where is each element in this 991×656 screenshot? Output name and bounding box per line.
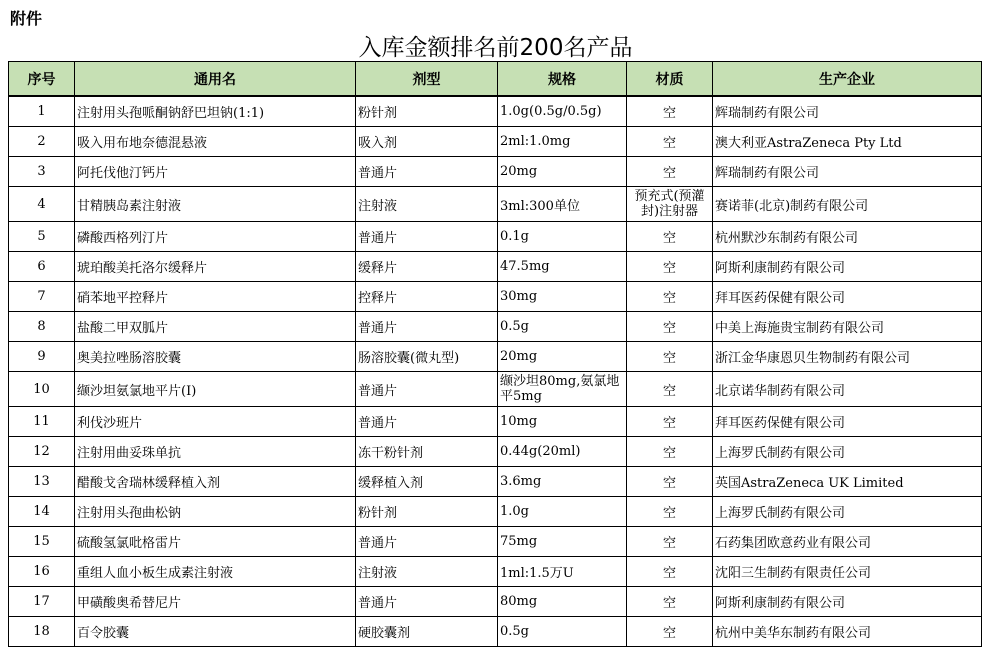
generic-name-cell: 百令胶囊 [75, 617, 356, 647]
dosage-form-cell: 普通片 [356, 372, 498, 407]
manufacturer-cell: 赛诺菲(北京)制药有限公司 [713, 187, 982, 222]
row-number-cell: 11 [9, 407, 75, 437]
generic-name-cell: 注射用曲妥珠单抗 [75, 437, 356, 467]
material-cell: 空 [627, 342, 713, 372]
row-number-cell: 18 [9, 617, 75, 647]
dosage-form-cell: 普通片 [356, 587, 498, 617]
manufacturer-cell: 辉瑞制药有限公司 [713, 96, 982, 127]
manufacturer-cell: 杭州默沙东制药有限公司 [713, 222, 982, 252]
material-cell: 空 [627, 127, 713, 157]
header-maker: 生产企业 [713, 62, 982, 97]
specification-cell: 20mg [498, 342, 627, 372]
manufacturer-cell: 澳大利亚AstraZeneca Pty Ltd [713, 127, 982, 157]
manufacturer-cell: 上海罗氏制药有限公司 [713, 437, 982, 467]
dosage-form-cell: 缓释植入剂 [356, 467, 498, 497]
manufacturer-cell: 拜耳医药保健有限公司 [713, 282, 982, 312]
specification-cell: 1.0g(0.5g/0.5g) [498, 96, 627, 127]
header-spec: 规格 [498, 62, 627, 97]
manufacturer-cell: 阿斯利康制药有限公司 [713, 252, 982, 282]
row-number-cell: 13 [9, 467, 75, 497]
specification-cell: 0.5g [498, 617, 627, 647]
row-number-cell: 17 [9, 587, 75, 617]
generic-name-cell: 醋酸戈舍瑞林缓释植入剂 [75, 467, 356, 497]
specification-cell: 1ml:1.5万U [498, 557, 627, 587]
manufacturer-cell: 阿斯利康制药有限公司 [713, 587, 982, 617]
dosage-form-cell: 普通片 [356, 312, 498, 342]
row-number-cell: 1 [9, 96, 75, 127]
specification-cell: 80mg [498, 587, 627, 617]
table-row [9, 407, 982, 437]
dosage-form-cell: 缓释片 [356, 252, 498, 282]
table-row [9, 527, 982, 557]
specification-cell: 30mg [498, 282, 627, 312]
specification-cell: 0.1g [498, 222, 627, 252]
page-title: 入库金额排名前200名产品 [358, 35, 633, 61]
dosage-form-cell: 控释片 [356, 282, 498, 312]
material-cell: 空 [627, 497, 713, 527]
generic-name-cell: 琥珀酸美托洛尔缓释片 [75, 252, 356, 282]
manufacturer-cell: 杭州中美华东制药有限公司 [713, 617, 982, 647]
specification-cell: 3.6mg [498, 467, 627, 497]
row-number-cell: 2 [9, 127, 75, 157]
specification-cell: 缬沙坦80mg,氨氯地平5mg [498, 372, 627, 407]
dosage-form-cell: 吸入剂 [356, 127, 498, 157]
table-row [9, 372, 982, 407]
table-header-row [9, 62, 982, 97]
table-row [9, 437, 982, 467]
row-number-cell: 8 [9, 312, 75, 342]
dosage-form-cell: 粉针剂 [356, 497, 498, 527]
material-cell: 空 [627, 252, 713, 282]
generic-name-cell: 吸入用布地奈德混悬液 [75, 127, 356, 157]
specification-cell: 2ml:1.0mg [498, 127, 627, 157]
material-cell: 空 [627, 407, 713, 437]
table-row [9, 342, 982, 372]
specification-cell: 20mg [498, 157, 627, 187]
row-number-cell: 12 [9, 437, 75, 467]
table-row [9, 127, 982, 157]
generic-name-cell: 重组人血小板生成素注射液 [75, 557, 356, 587]
dosage-form-cell: 普通片 [356, 407, 498, 437]
material-cell: 空 [627, 312, 713, 342]
dosage-form-cell: 普通片 [356, 222, 498, 252]
dosage-form-cell: 注射液 [356, 187, 498, 222]
table-row [9, 157, 982, 187]
generic-name-cell: 甘精胰岛素注射液 [75, 187, 356, 222]
specification-cell: 0.5g [498, 312, 627, 342]
material-cell: 空 [627, 437, 713, 467]
table-row [9, 557, 982, 587]
row-number-cell: 10 [9, 372, 75, 407]
table-row [9, 252, 982, 282]
generic-name-cell: 奥美拉唑肠溶胶囊 [75, 342, 356, 372]
attachment-label: 附件 [10, 9, 43, 28]
row-number-cell: 16 [9, 557, 75, 587]
material-cell: 空 [627, 372, 713, 407]
generic-name-cell: 阿托伐他汀钙片 [75, 157, 356, 187]
row-number-cell: 7 [9, 282, 75, 312]
manufacturer-cell: 石药集团欧意药业有限公司 [713, 527, 982, 557]
dosage-form-cell: 普通片 [356, 527, 498, 557]
table-row [9, 282, 982, 312]
material-cell: 空 [627, 527, 713, 557]
specification-cell: 75mg [498, 527, 627, 557]
table-row [9, 222, 982, 252]
header-no: 序号 [9, 62, 75, 97]
row-number-cell: 15 [9, 527, 75, 557]
row-number-cell: 9 [9, 342, 75, 372]
table-row [9, 467, 982, 497]
material-cell: 空 [627, 587, 713, 617]
generic-name-cell: 磷酸西格列汀片 [75, 222, 356, 252]
material-cell: 空 [627, 282, 713, 312]
generic-name-cell: 注射用头孢曲松钠 [75, 497, 356, 527]
material-cell: 空 [627, 222, 713, 252]
material-cell: 空 [627, 157, 713, 187]
generic-name-cell: 利伐沙班片 [75, 407, 356, 437]
material-cell: 空 [627, 557, 713, 587]
manufacturer-cell: 中美上海施贵宝制药有限公司 [713, 312, 982, 342]
manufacturer-cell: 北京诺华制药有限公司 [713, 372, 982, 407]
dosage-form-cell: 肠溶胶囊(微丸型) [356, 342, 498, 372]
specification-cell: 10mg [498, 407, 627, 437]
table-row [9, 617, 982, 647]
table-row [9, 187, 982, 222]
specification-cell: 0.44g(20ml) [498, 437, 627, 467]
row-number-cell: 6 [9, 252, 75, 282]
manufacturer-cell: 辉瑞制药有限公司 [713, 157, 982, 187]
generic-name-cell: 硝苯地平控释片 [75, 282, 356, 312]
dosage-form-cell: 粉针剂 [356, 96, 498, 127]
manufacturer-cell: 上海罗氏制药有限公司 [713, 497, 982, 527]
row-number-cell: 5 [9, 222, 75, 252]
row-number-cell: 14 [9, 497, 75, 527]
header-material: 材质 [627, 62, 713, 97]
row-number-cell: 3 [9, 157, 75, 187]
table-row [9, 497, 982, 527]
generic-name-cell: 甲磺酸奥希替尼片 [75, 587, 356, 617]
table-body [9, 96, 982, 647]
table-row [9, 587, 982, 617]
row-number-cell: 4 [9, 187, 75, 222]
manufacturer-cell: 英国AstraZeneca UK Limited [713, 467, 982, 497]
dosage-form-cell: 普通片 [356, 157, 498, 187]
generic-name-cell: 盐酸二甲双胍片 [75, 312, 356, 342]
dosage-form-cell: 注射液 [356, 557, 498, 587]
generic-name-cell: 硫酸氢氯吡格雷片 [75, 527, 356, 557]
material-cell: 预充式(预灌封)注射器 [627, 187, 713, 222]
product-table [8, 61, 982, 647]
manufacturer-cell: 浙江金华康恩贝生物制药有限公司 [713, 342, 982, 372]
specification-cell: 47.5mg [498, 252, 627, 282]
manufacturer-cell: 沈阳三生制药有限责任公司 [713, 557, 982, 587]
generic-name-cell: 注射用头孢哌酮钠舒巴坦钠(1:1) [75, 96, 356, 127]
header-name: 通用名 [75, 62, 356, 97]
table-row [9, 312, 982, 342]
generic-name-cell: 缬沙坦氨氯地平片(Ⅰ) [75, 372, 356, 407]
table-row [9, 96, 982, 127]
manufacturer-cell: 拜耳医药保健有限公司 [713, 407, 982, 437]
dosage-form-cell: 硬胶囊剂 [356, 617, 498, 647]
material-cell: 空 [627, 467, 713, 497]
specification-cell: 3ml:300单位 [498, 187, 627, 222]
material-cell: 空 [627, 96, 713, 127]
header-form: 剂型 [356, 62, 498, 97]
dosage-form-cell: 冻干粉针剂 [356, 437, 498, 467]
specification-cell: 1.0g [498, 497, 627, 527]
material-cell: 空 [627, 617, 713, 647]
